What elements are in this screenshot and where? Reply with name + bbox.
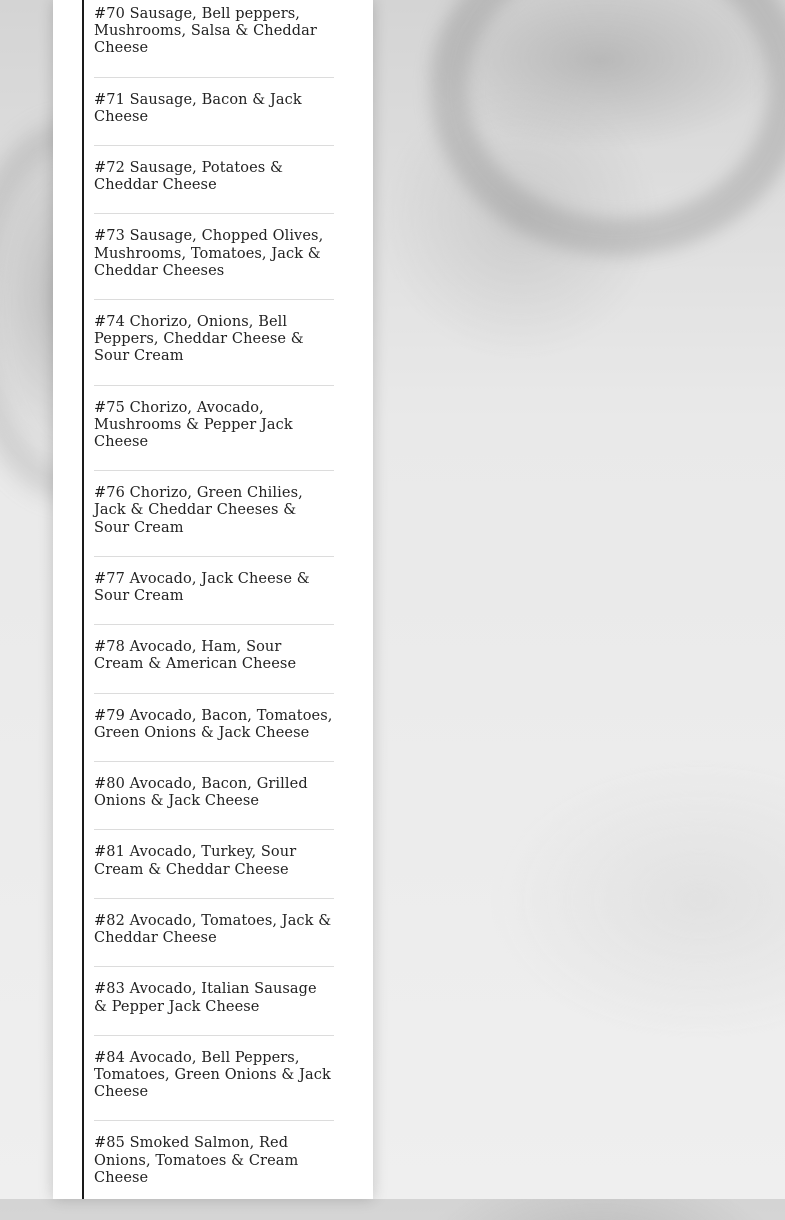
- menu-item-label: #83 Avocado, Italian Sausage & Pepper Jack Cheese: [94, 981, 317, 1015]
- menu-item: [94, 92, 334, 146]
- menu-item: [94, 981, 334, 1035]
- menu-item: [94, 6, 334, 78]
- menu-item-label: #70 Sausage, Bell peppers, Mushrooms, Salsa & Cheddar Cheese: [94, 6, 317, 57]
- omelette-menu-list: [94, 6, 334, 1220]
- menu-item: [94, 160, 334, 214]
- menu-item: [94, 485, 334, 557]
- menu-item: [94, 1135, 334, 1206]
- menu-item-label: #77 Avocado, Jack Cheese & Sour Cream: [94, 570, 310, 605]
- panel-divider-line: [82, 0, 84, 1199]
- menu-item: [94, 228, 334, 300]
- menu-item-label: #79 Avocado, Bacon, Tomatoes, Green Onions & Jack Cheese: [94, 707, 333, 741]
- menu-item: [94, 844, 334, 898]
- menu-item-label: #71 Sausage, Bacon & Jack Cheese: [94, 91, 302, 125]
- menu-item: [94, 1050, 334, 1122]
- menu-panel: [53, 0, 373, 1199]
- menu-item-label: #80 Avocado, Bacon, Grilled Onions & Jack Cheese: [94, 776, 308, 810]
- menu-item-label: #81 Avocado, Turkey, Sour Cream & Cheddar Cheese: [94, 844, 297, 878]
- menu-item: [94, 776, 334, 830]
- menu-item-label: #85 Smoked Salmon, Red Onions, Tomatoes & Cream Cheese: [94, 1135, 299, 1186]
- menu-item: [94, 639, 334, 693]
- menu-item: [94, 571, 334, 625]
- menu-item-label: #82 Avocado, Tomatoes, Jack & Cheddar Cheese: [94, 912, 332, 947]
- background-photo: [430, 0, 785, 256]
- menu-item-label: #76 Chorizo, Green Chilies, Jack & Cheddar Cheeses & Sour Cream: [94, 485, 303, 536]
- menu-item-label: #78 Avocado, Ham, Sour Cream & American Cheese: [94, 639, 297, 673]
- menu-item-label: #72 Sausage, Potatoes & Cheddar Cheese: [94, 160, 284, 194]
- menu-item: [94, 400, 334, 472]
- menu-item: [94, 708, 334, 762]
- menu-item-label: #74 Chorizo, Onions, Bell Peppers, Cheddar Cheese & Sour Cream: [94, 314, 304, 365]
- menu-item-label: #75 Chorizo, Avocado, Mushrooms & Pepper Jack Cheese: [94, 399, 293, 451]
- menu-item-label: #73 Sausage, Chopped Olives, Mushrooms, Tomatoes, Jack & Cheddar Cheeses: [94, 228, 324, 279]
- menu-item-label: #84 Avocado, Bell Peppers, Tomatoes, Green Onions & Jack Cheese: [94, 1049, 331, 1101]
- menu-item: [94, 913, 334, 967]
- menu-item: [94, 314, 334, 386]
